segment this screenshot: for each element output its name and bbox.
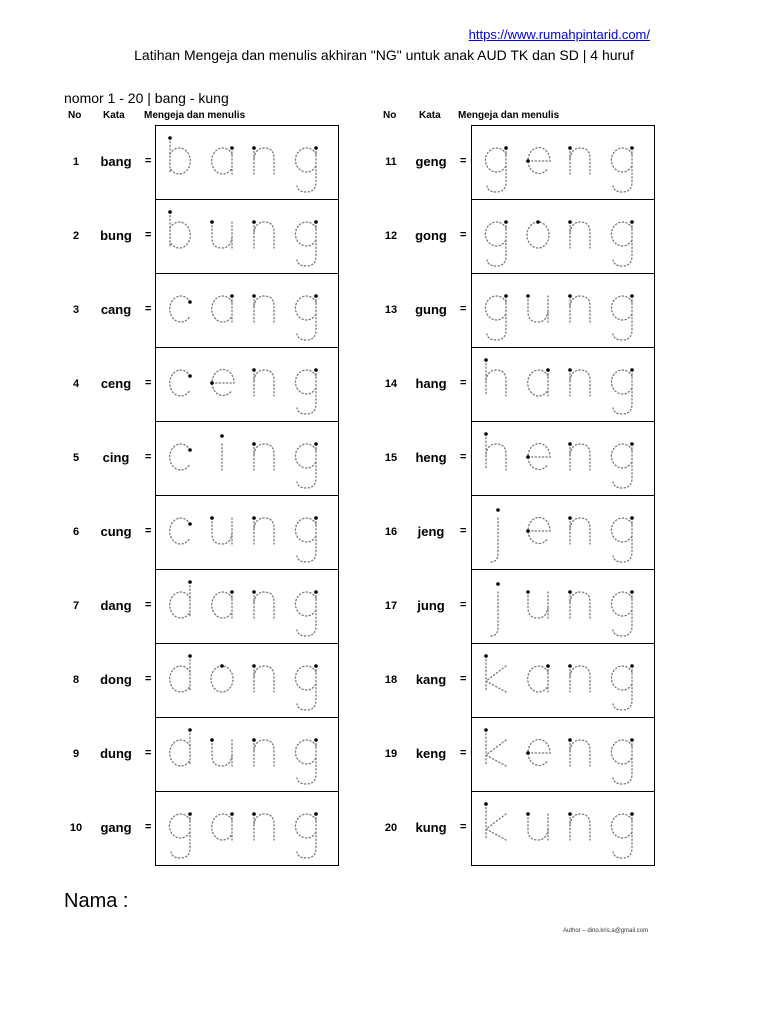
- start-dot: [314, 738, 318, 742]
- start-dot: [252, 590, 256, 594]
- row-word: ceng: [100, 376, 132, 391]
- start-dot: [252, 368, 256, 372]
- start-dot: [526, 159, 530, 163]
- trace-letter-n: [252, 146, 274, 174]
- equals-sign: =: [145, 229, 152, 241]
- tracing-box[interactable]: [471, 717, 655, 792]
- row-word: dung: [100, 746, 132, 761]
- row-number: 17: [384, 600, 398, 612]
- tracing-letters: [156, 792, 338, 865]
- row-number: 16: [384, 526, 398, 538]
- start-dot: [188, 448, 192, 452]
- trace-letter-c: [170, 296, 192, 322]
- start-dot: [168, 136, 172, 140]
- start-dot: [252, 146, 256, 150]
- tracing-box[interactable]: [155, 717, 339, 792]
- start-dot: [630, 294, 634, 298]
- trace-letter-g: [611, 590, 633, 636]
- trace-letter-g: [485, 220, 507, 266]
- trace-letter-n: [252, 664, 274, 692]
- tracing-box[interactable]: [155, 125, 339, 200]
- trace-letter-d: [170, 654, 192, 692]
- row-word: kang: [415, 672, 447, 687]
- trace-letter-n: [568, 368, 590, 396]
- trace-letter-u: [526, 294, 548, 322]
- trace-letter-n: [568, 220, 590, 248]
- trace-letter-u: [526, 590, 548, 618]
- tracing-letters: [156, 422, 338, 495]
- trace-letter-g: [611, 220, 633, 266]
- row-word: cang: [100, 302, 132, 317]
- trace-letter-g: [295, 516, 317, 562]
- equals-sign: =: [460, 303, 467, 315]
- row-word: heng: [415, 450, 447, 465]
- start-dot: [568, 738, 572, 742]
- start-dot: [210, 220, 214, 224]
- trace-letter-k: [484, 728, 506, 766]
- trace-letter-n: [252, 738, 274, 766]
- start-dot: [630, 442, 634, 446]
- row-number: 9: [72, 748, 80, 760]
- start-dot: [630, 590, 634, 594]
- tracing-letters: [472, 496, 654, 569]
- tracing-letters: [156, 718, 338, 791]
- row-word: gong: [415, 228, 447, 243]
- row-word: bung: [100, 228, 132, 243]
- tracing-letters: [472, 718, 654, 791]
- start-dot: [252, 516, 256, 520]
- trace-letter-g: [611, 812, 633, 858]
- trace-letter-a: [528, 368, 550, 396]
- tracing-letters: [472, 644, 654, 717]
- tracing-letters: [472, 274, 654, 347]
- trace-letter-n: [568, 590, 590, 618]
- trace-letter-n: [568, 294, 590, 322]
- trace-letter-g: [295, 590, 317, 636]
- trace-letter-e: [526, 518, 550, 544]
- start-dot: [210, 516, 214, 520]
- trace-letter-g: [611, 738, 633, 784]
- row-number: 20: [384, 822, 398, 834]
- trace-letter-o: [211, 664, 233, 692]
- start-dot: [504, 220, 508, 224]
- start-dot: [188, 580, 192, 584]
- trace-letter-b: [168, 136, 190, 174]
- tracing-letters: [156, 126, 338, 199]
- trace-letter-d: [170, 728, 192, 766]
- header-tracing-left: Mengeja dan menulis: [144, 110, 246, 121]
- trace-letter-a: [212, 294, 234, 322]
- trace-letter-g: [611, 516, 633, 562]
- start-dot: [252, 738, 256, 742]
- start-dot: [568, 442, 572, 446]
- tracing-box[interactable]: [155, 791, 339, 866]
- row-word: hang: [415, 376, 447, 391]
- tracing-letters: [156, 200, 338, 273]
- trace-letter-c: [170, 370, 192, 396]
- trace-letter-j: [490, 508, 500, 562]
- start-dot: [314, 516, 318, 520]
- row-number: 7: [72, 600, 80, 612]
- tracing-letters: [472, 200, 654, 273]
- row-word: dong: [100, 672, 132, 687]
- trace-letter-e: [526, 444, 550, 470]
- start-dot: [568, 146, 572, 150]
- tracing-letters: [472, 422, 654, 495]
- trace-letter-g: [295, 442, 317, 488]
- trace-letter-n: [252, 220, 274, 248]
- row-word: gang: [100, 820, 132, 835]
- trace-letter-n: [252, 368, 274, 396]
- trace-letter-c: [170, 444, 192, 470]
- trace-letter-n: [252, 294, 274, 322]
- equals-sign: =: [460, 747, 467, 759]
- trace-letter-u: [210, 738, 232, 766]
- start-dot: [188, 812, 192, 816]
- trace-letter-o: [527, 220, 549, 248]
- trace-letter-n: [568, 516, 590, 544]
- row-number: 4: [72, 378, 80, 390]
- start-dot: [252, 812, 256, 816]
- trace-letter-n: [252, 442, 274, 470]
- trace-letter-g: [295, 220, 317, 266]
- row-number: 1: [72, 156, 80, 168]
- start-dot: [568, 516, 572, 520]
- trace-letter-e: [526, 148, 550, 174]
- start-dot: [526, 529, 530, 533]
- header-no-right: No: [383, 110, 397, 121]
- trace-letter-g: [485, 294, 507, 340]
- tracing-letters: [156, 496, 338, 569]
- start-dot: [210, 381, 214, 385]
- start-dot: [188, 300, 192, 304]
- tracing-box[interactable]: [155, 495, 339, 570]
- start-dot: [188, 522, 192, 526]
- start-dot: [484, 432, 488, 436]
- equals-sign: =: [145, 377, 152, 389]
- tracing-box[interactable]: [471, 791, 655, 866]
- row-number: 13: [384, 304, 398, 316]
- equals-sign: =: [145, 673, 152, 685]
- start-dot: [220, 434, 224, 438]
- start-dot: [484, 654, 488, 658]
- tracing-box[interactable]: [155, 273, 339, 348]
- start-dot: [252, 294, 256, 298]
- equals-sign: =: [145, 155, 152, 167]
- start-dot: [188, 654, 192, 658]
- row-number: 19: [384, 748, 398, 760]
- start-dot: [230, 812, 234, 816]
- tracing-box[interactable]: [155, 421, 339, 496]
- header-kata-left: Kata: [103, 110, 125, 121]
- start-dot: [314, 664, 318, 668]
- trace-letter-a: [212, 812, 234, 840]
- trace-letter-n: [252, 516, 274, 544]
- row-number: 3: [72, 304, 80, 316]
- equals-sign: =: [145, 303, 152, 315]
- trace-letter-g: [611, 664, 633, 710]
- equals-sign: =: [460, 451, 467, 463]
- row-word: bang: [100, 154, 132, 169]
- row-word: cung: [100, 524, 132, 539]
- start-dot: [630, 516, 634, 520]
- start-dot: [526, 294, 530, 298]
- start-dot: [568, 220, 572, 224]
- row-word: jung: [417, 598, 445, 613]
- start-dot: [314, 442, 318, 446]
- trace-letter-h: [484, 358, 506, 396]
- trace-letter-n: [252, 590, 274, 618]
- row-number: 11: [385, 156, 397, 168]
- header-tracing-right: Mengeja dan menulis: [458, 110, 560, 121]
- row-number: 8: [72, 674, 80, 686]
- trace-letter-n: [568, 664, 590, 692]
- row-word: keng: [415, 746, 447, 761]
- worksheet-subtitle: nomor 1 - 20 | bang - kung: [64, 90, 229, 106]
- tracing-box[interactable]: [471, 273, 655, 348]
- start-dot: [526, 751, 530, 755]
- trace-letter-k: [484, 654, 506, 692]
- equals-sign: =: [145, 525, 152, 537]
- equals-sign: =: [460, 821, 467, 833]
- trace-letter-g: [611, 294, 633, 340]
- trace-letter-k: [484, 802, 506, 840]
- row-number: 5: [72, 452, 80, 464]
- row-number: 6: [72, 526, 80, 538]
- start-dot: [504, 294, 508, 298]
- start-dot: [568, 664, 572, 668]
- row-number: 2: [72, 230, 80, 242]
- start-dot: [314, 812, 318, 816]
- trace-letter-g: [295, 294, 317, 340]
- start-dot: [546, 368, 550, 372]
- start-dot: [314, 368, 318, 372]
- trace-letter-a: [528, 664, 550, 692]
- website-url[interactable]: https://www.rumahpintarid.com/: [468, 27, 650, 42]
- tracing-box[interactable]: [471, 199, 655, 274]
- start-dot: [630, 146, 634, 150]
- start-dot: [568, 294, 572, 298]
- start-dot: [546, 664, 550, 668]
- tracing-box[interactable]: [471, 125, 655, 200]
- tracing-letters: [156, 348, 338, 421]
- trace-letter-g: [295, 146, 317, 192]
- trace-letter-e: [210, 370, 234, 396]
- start-dot: [536, 220, 540, 224]
- start-dot: [230, 294, 234, 298]
- start-dot: [630, 738, 634, 742]
- trace-letter-u: [210, 516, 232, 544]
- start-dot: [220, 664, 224, 668]
- tracing-box[interactable]: [155, 347, 339, 422]
- tracing-letters: [472, 348, 654, 421]
- start-dot: [188, 374, 192, 378]
- trace-letter-n: [568, 812, 590, 840]
- header-kata-right: Kata: [419, 110, 441, 121]
- tracing-letters: [472, 126, 654, 199]
- start-dot: [210, 738, 214, 742]
- tracing-box[interactable]: [471, 643, 655, 718]
- row-word: kung: [415, 820, 447, 835]
- tracing-box[interactable]: [471, 495, 655, 570]
- trace-letter-i: [220, 434, 224, 470]
- tracing-letters: [156, 570, 338, 643]
- tracing-letters: [156, 274, 338, 347]
- tracing-box[interactable]: [155, 643, 339, 718]
- row-word: geng: [415, 154, 447, 169]
- start-dot: [314, 146, 318, 150]
- tracing-box[interactable]: [155, 569, 339, 644]
- start-dot: [230, 590, 234, 594]
- tracing-box[interactable]: [471, 569, 655, 644]
- trace-letter-g: [611, 146, 633, 192]
- equals-sign: =: [145, 821, 152, 833]
- start-dot: [314, 294, 318, 298]
- row-word: dang: [100, 598, 132, 613]
- row-word: jeng: [417, 524, 445, 539]
- start-dot: [188, 728, 192, 732]
- author-credit: Author – dino.kris.a@gmail.com: [563, 928, 649, 934]
- start-dot: [252, 664, 256, 668]
- start-dot: [630, 812, 634, 816]
- start-dot: [484, 728, 488, 732]
- trace-letter-n: [568, 146, 590, 174]
- equals-sign: =: [460, 229, 467, 241]
- trace-letter-g: [295, 664, 317, 710]
- trace-letter-a: [212, 146, 234, 174]
- trace-letter-b: [168, 210, 190, 248]
- row-word: gung: [415, 302, 447, 317]
- tracing-letters: [472, 792, 654, 865]
- row-number: 14: [384, 378, 398, 390]
- trace-letter-h: [484, 432, 506, 470]
- start-dot: [252, 220, 256, 224]
- row-number: 10: [69, 822, 83, 834]
- start-dot: [168, 210, 172, 214]
- start-dot: [230, 146, 234, 150]
- tracing-letters: [472, 570, 654, 643]
- start-dot: [526, 455, 530, 459]
- start-dot: [496, 508, 500, 512]
- start-dot: [314, 220, 318, 224]
- trace-letter-g: [295, 812, 317, 858]
- start-dot: [568, 590, 572, 594]
- trace-letter-d: [170, 580, 192, 618]
- trace-letter-j: [490, 582, 500, 636]
- trace-letter-g: [295, 738, 317, 784]
- start-dot: [568, 368, 572, 372]
- trace-letter-e: [526, 740, 550, 766]
- trace-letter-a: [212, 590, 234, 618]
- trace-letter-u: [210, 220, 232, 248]
- start-dot: [504, 146, 508, 150]
- trace-letter-g: [611, 368, 633, 414]
- trace-letter-n: [568, 738, 590, 766]
- trace-letter-u: [526, 812, 548, 840]
- equals-sign: =: [460, 673, 467, 685]
- tracing-box[interactable]: [155, 199, 339, 274]
- tracing-box[interactable]: [471, 421, 655, 496]
- equals-sign: =: [460, 599, 467, 611]
- start-dot: [314, 590, 318, 594]
- start-dot: [568, 812, 572, 816]
- equals-sign: =: [460, 377, 467, 389]
- start-dot: [630, 664, 634, 668]
- equals-sign: =: [145, 451, 152, 463]
- equals-sign: =: [145, 747, 152, 759]
- start-dot: [484, 358, 488, 362]
- trace-letter-g: [611, 442, 633, 488]
- trace-letter-n: [252, 812, 274, 840]
- trace-letter-g: [295, 368, 317, 414]
- name-label: Nama :: [64, 890, 129, 912]
- worksheet-title: Latihan Mengeja dan menulis akhiran "NG" untuk anak AUD TK dan SD | 4 huruf: [134, 47, 634, 63]
- start-dot: [630, 220, 634, 224]
- start-dot: [526, 590, 530, 594]
- row-number: 12: [384, 230, 398, 242]
- start-dot: [252, 442, 256, 446]
- start-dot: [496, 582, 500, 586]
- header-no-left: No: [68, 110, 82, 121]
- tracing-letters: [156, 644, 338, 717]
- trace-letter-c: [170, 518, 192, 544]
- trace-letter-n: [568, 442, 590, 470]
- row-number: 18: [384, 674, 398, 686]
- tracing-box[interactable]: [471, 347, 655, 422]
- start-dot: [484, 802, 488, 806]
- equals-sign: =: [460, 155, 467, 167]
- start-dot: [526, 812, 530, 816]
- row-word: cing: [102, 450, 130, 465]
- row-number: 15: [384, 452, 398, 464]
- equals-sign: =: [460, 525, 467, 537]
- start-dot: [630, 368, 634, 372]
- trace-letter-g: [485, 146, 507, 192]
- equals-sign: =: [145, 599, 152, 611]
- trace-letter-g: [169, 812, 191, 858]
